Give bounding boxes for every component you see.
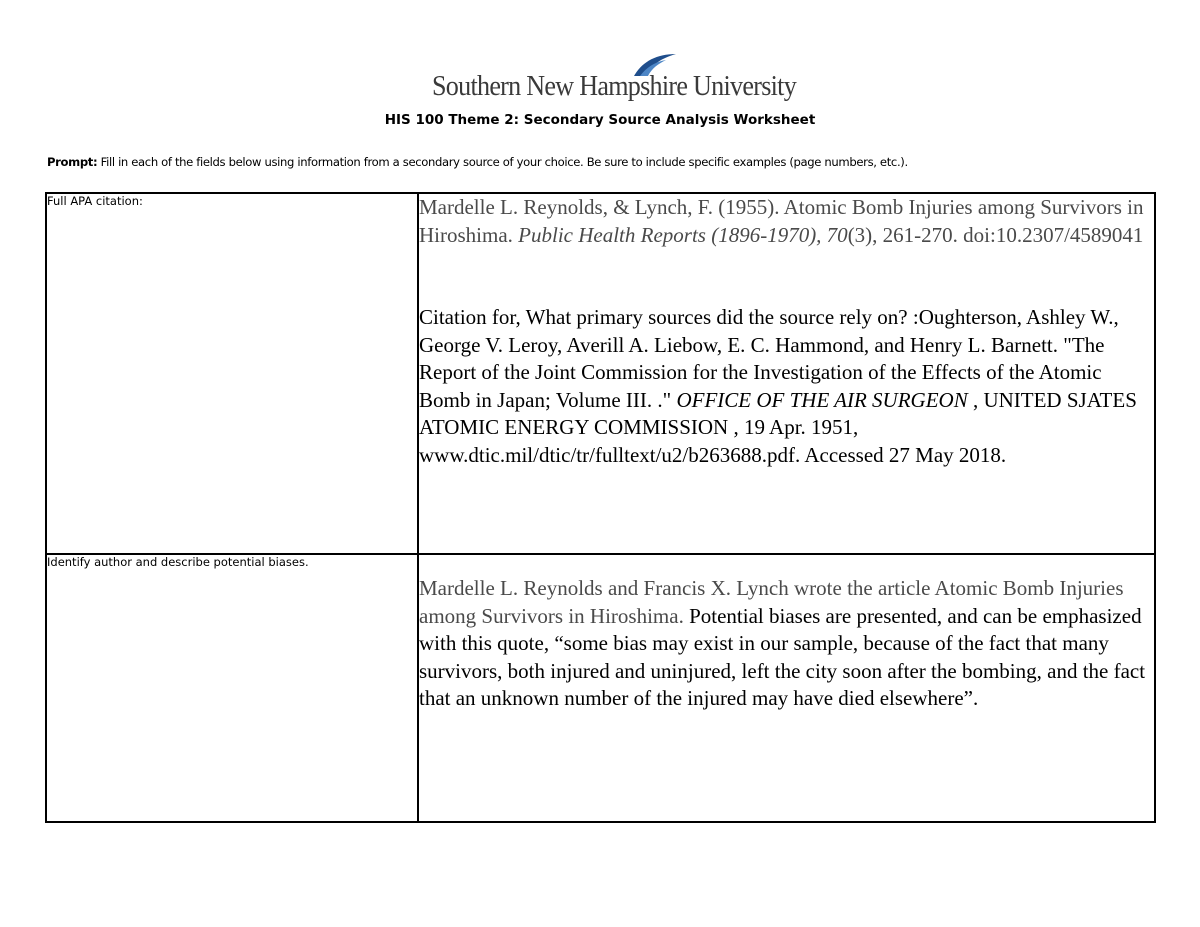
university-logo xyxy=(432,56,797,106)
answer-field-apa-citation[interactable] xyxy=(418,193,1155,554)
prompt-label: Prompt: xyxy=(47,155,98,169)
bias-statement: Potential biases are presented, and can be emphasized with this quote, “some bias may exist in our sample, because of the fact that many survivors, both injured and uninjured, left the city soon after the bombing, and the fact that an unknown number of the injured may have died elsewhere”. xyxy=(419,603,1146,710)
worksheet-title: HIS 100 Theme 2: Secondary Source Analysis Worksheet xyxy=(384,112,816,128)
citation-main: Mardelle L. Reynolds, & Lynch, F. (1955). Atomic Bomb Injuries among Survivors in Hiroshima. xyxy=(419,195,1144,247)
author-statement: Mardelle L. Reynolds and Francis X. Lynch wrote the article Atomic Bomb Injuries among Survivors in Hiroshima. xyxy=(419,576,1124,628)
table-row xyxy=(46,193,1155,554)
worksheet-table xyxy=(45,192,1156,823)
primary-citation-end: , UNITED SJATES ATOMIC ENERGY COMMISSION , 19 Apr. 1951, www.dtic.mil/dtic/tr/fulltext/u2/b263688.pdf. Accessed 27 May 2018. xyxy=(419,387,1137,467)
prompt xyxy=(47,155,908,169)
field-label-apa-citation: Full APA citation: xyxy=(46,193,418,554)
apa-citation-text xyxy=(419,194,1154,249)
citation-journal: Public Health Reports (1896-1970), 70 xyxy=(518,222,848,247)
primary-citation-publisher: OFFICE OF THE AIR SURGEON xyxy=(676,387,968,412)
author-biases-text xyxy=(419,575,1154,713)
university-name: Southern New Hampshire University xyxy=(432,70,797,102)
field-label-author-biases: Identify author and describe potential biases. xyxy=(46,554,418,822)
answer-field-author-biases[interactable] xyxy=(418,554,1155,822)
citation-issue: (3), 261-270. doi:10.2307/4589041 xyxy=(847,222,1144,247)
primary-citation-main: Citation for, What primary sources did the source rely on? :Oughterson, Ashley W., George V. Leroy, Averill A. Liebow, E. C. Hammond, and Henry L. Barnett. "The Report of the Joint Commission for the Investigation of the Effects of the Atomic Bomb in Japan; Volume III. ." xyxy=(419,305,1119,412)
prompt-text: Fill in each of the fields below using information from a secondary source of your choice. Be sure to include specific examples (page numbers, etc.). xyxy=(100,155,908,169)
table-row xyxy=(46,554,1155,822)
primary-source-citation-text xyxy=(419,304,1154,469)
